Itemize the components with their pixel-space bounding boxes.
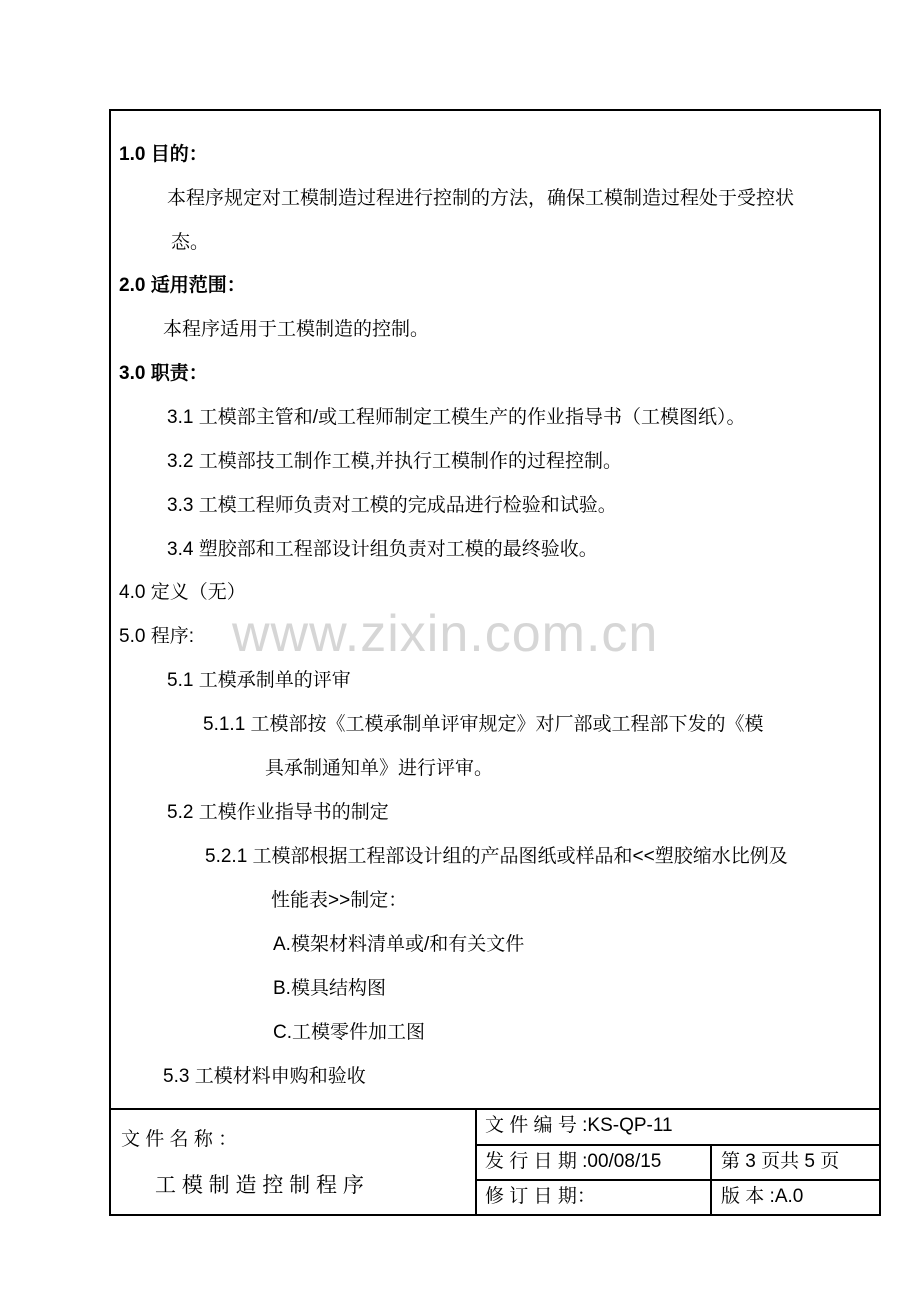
section-1-body-line-2: 态。 bbox=[171, 232, 210, 253]
list-item-b: B.模具结构图 bbox=[273, 978, 386, 999]
section-5-2: 5.2 工模作业指导书的制定 bbox=[167, 802, 389, 823]
section-5-2-1-line-2: 性能表>>制定： bbox=[271, 890, 408, 911]
section-3-2: 3.2 工模部技工制作工模,并执行工模制作的过程控制。 bbox=[167, 451, 622, 472]
section-3-title: 3.0 职责： bbox=[119, 363, 208, 384]
watermark: www.zixin.com.cn bbox=[232, 605, 659, 663]
section-1-title: 1.0 目的： bbox=[119, 144, 208, 165]
section-4-title: 4.0 定义（无） bbox=[119, 582, 246, 603]
issue-date: 发 行 日 期 :00/08/15 bbox=[485, 1151, 662, 1172]
section-5-1-1-line-2: 具承制通知单》进行评审。 bbox=[265, 758, 494, 779]
list-item-a: A.模架材料清单或/和有关文件 bbox=[273, 934, 525, 955]
section-3-1: 3.1 工模部主管和/或工程师制定工模生产的作业指导书（工模图纸）。 bbox=[167, 407, 746, 428]
section-5-3: 5.3 工模材料申购和验收 bbox=[163, 1066, 366, 1087]
footer-table bbox=[111, 1108, 879, 1216]
section-2-title: 2.0 适用范围： bbox=[119, 275, 246, 296]
section-3-4: 3.4 塑胶部和工程部设计组负责对工模的最终验收。 bbox=[167, 539, 598, 560]
page-info: 第 3 页共 5 页 bbox=[721, 1151, 840, 1172]
version: 版 本 :A.0 bbox=[721, 1186, 804, 1207]
revision-date: 修 订 日 期： bbox=[485, 1186, 596, 1207]
footer-row-line-2 bbox=[475, 1179, 879, 1181]
section-5-title: 5.0 程序: bbox=[119, 626, 194, 647]
section-5-1-1-line-1: 5.1.1 工模部按《工模承制单评审规定》对厂部或工程部下发的《模 bbox=[203, 714, 764, 735]
doc-number: 文 件 编 号 :KS-QP-11 bbox=[485, 1115, 673, 1136]
footer-divider-main bbox=[475, 1110, 477, 1216]
section-2-body: 本程序适用于工模制造的控制。 bbox=[163, 319, 430, 340]
footer-row-line-1 bbox=[475, 1144, 879, 1146]
list-item-c: C.工模零件加工图 bbox=[273, 1022, 426, 1043]
doc-name-label: 文 件 名 称 ： bbox=[121, 1129, 238, 1150]
doc-name-value: 工 模 制 造 控 制 程 序 bbox=[155, 1174, 364, 1197]
section-5-2-1-line-1: 5.2.1 工模部根据工程部设计组的产品图纸或样品和<<塑胶缩水比例及 bbox=[205, 846, 788, 867]
section-5-1: 5.1 工模承制单的评审 bbox=[167, 670, 351, 691]
section-1-body-line-1: 本程序规定对工模制造过程进行控制的方法，确保工模制造过程处于受控状 bbox=[167, 188, 795, 209]
section-3-3: 3.3 工模工程师负责对工模的完成品进行检验和试验。 bbox=[167, 495, 617, 516]
document-frame bbox=[109, 109, 881, 1216]
